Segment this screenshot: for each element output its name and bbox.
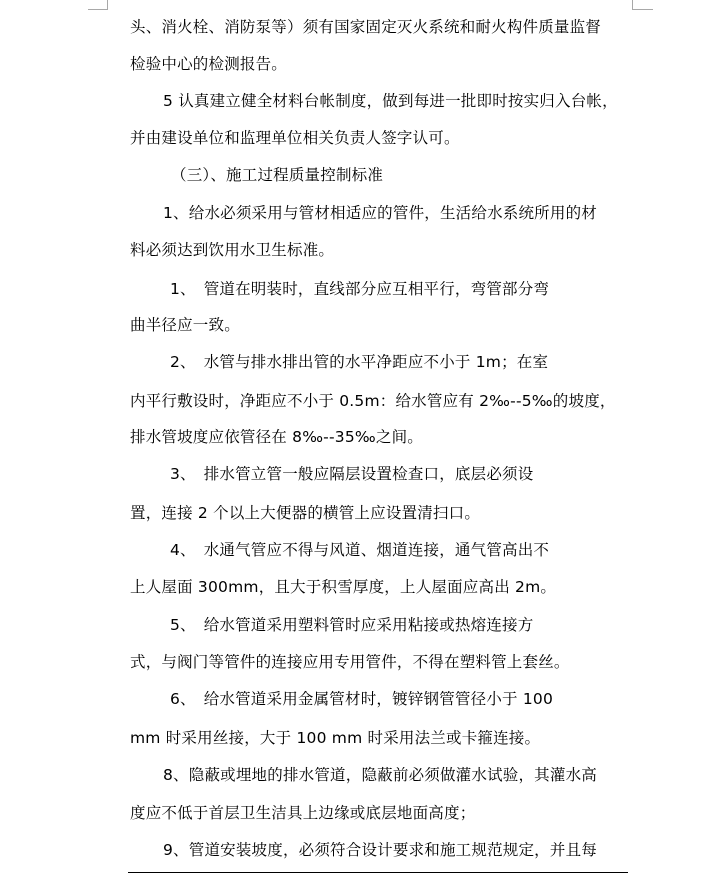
text-line: 曲半径应一致。: [130, 316, 240, 334]
section-heading: （三）、施工过程质量控制标准: [171, 166, 384, 184]
text-line: 上人屋面 300mm，且大于积雪厚度，上人屋面应高出 2m。: [130, 578, 557, 596]
text-line: 头、消火栓、消防泵等）须有国家固定灭火系统和耐火构件质量监督: [130, 18, 602, 36]
text-line: 内平行敷设时，净距应不小于 0.5m：给水管应有 2‰--5‰的坡度，: [130, 392, 616, 410]
text-line: 9、管道安装坡度，必须符合设计要求和施工规范规定，并且每: [163, 841, 597, 859]
text-line: 8、隐蔽或埋地的排水管道，隐蔽前必须做灌水试验，其灌水高: [163, 766, 597, 784]
text-line: 4、 水通气管应不得与风道、烟道连接，通气管高出不: [170, 541, 550, 559]
text-line: 排水管坡度应依管径在 8‰--35‰之间。: [130, 428, 423, 446]
text-line: 置，连接 2 个以上大便器的横管上应设置清扫口。: [130, 504, 481, 522]
text-line: 度应不低于首层卫生洁具上边缘或底层地面高度；: [130, 804, 476, 822]
text-line: 1、 管道在明装时，直线部分应互相平行，弯管部分弯: [170, 280, 550, 298]
text-line: mm 时采用丝接，大于 100 mm 时采用法兰或卡箍连接。: [130, 729, 541, 747]
text-line: 5 认真建立健全材料台帐制度，做到每进一批即时按实归入台帐，: [163, 92, 618, 110]
text-line: 6、 给水管道采用金属管材时，镀锌钢管管径小于 100: [170, 690, 554, 708]
page-corner-mark-left: [88, 0, 108, 10]
text-line: 5、 给水管道采用塑料管时应采用粘接或热熔连接方: [170, 616, 534, 634]
text-line: 检验中心的检测报告。: [130, 55, 288, 73]
text-line: 1、给水必须采用与管材相适应的管件，生活给水系统所用的材: [163, 204, 597, 222]
page-corner-mark-right: [632, 0, 653, 10]
text-line: 3、 排水管立管一般应隔层设置检查口，底层必须设: [170, 465, 534, 483]
text-line: 并由建设单位和监理单位相关负责人签字认可。: [130, 129, 460, 147]
text-line: 式，与阀门等管件的连接应用专用管件，不得在塑料管上套丝。: [130, 653, 570, 671]
text-line: 料必须达到饮用水卫生标准。: [130, 241, 335, 259]
bottom-rule: [128, 872, 628, 873]
text-line: 2、 水管与排水排出管的水平净距应不小于 1m；在室: [170, 353, 549, 371]
